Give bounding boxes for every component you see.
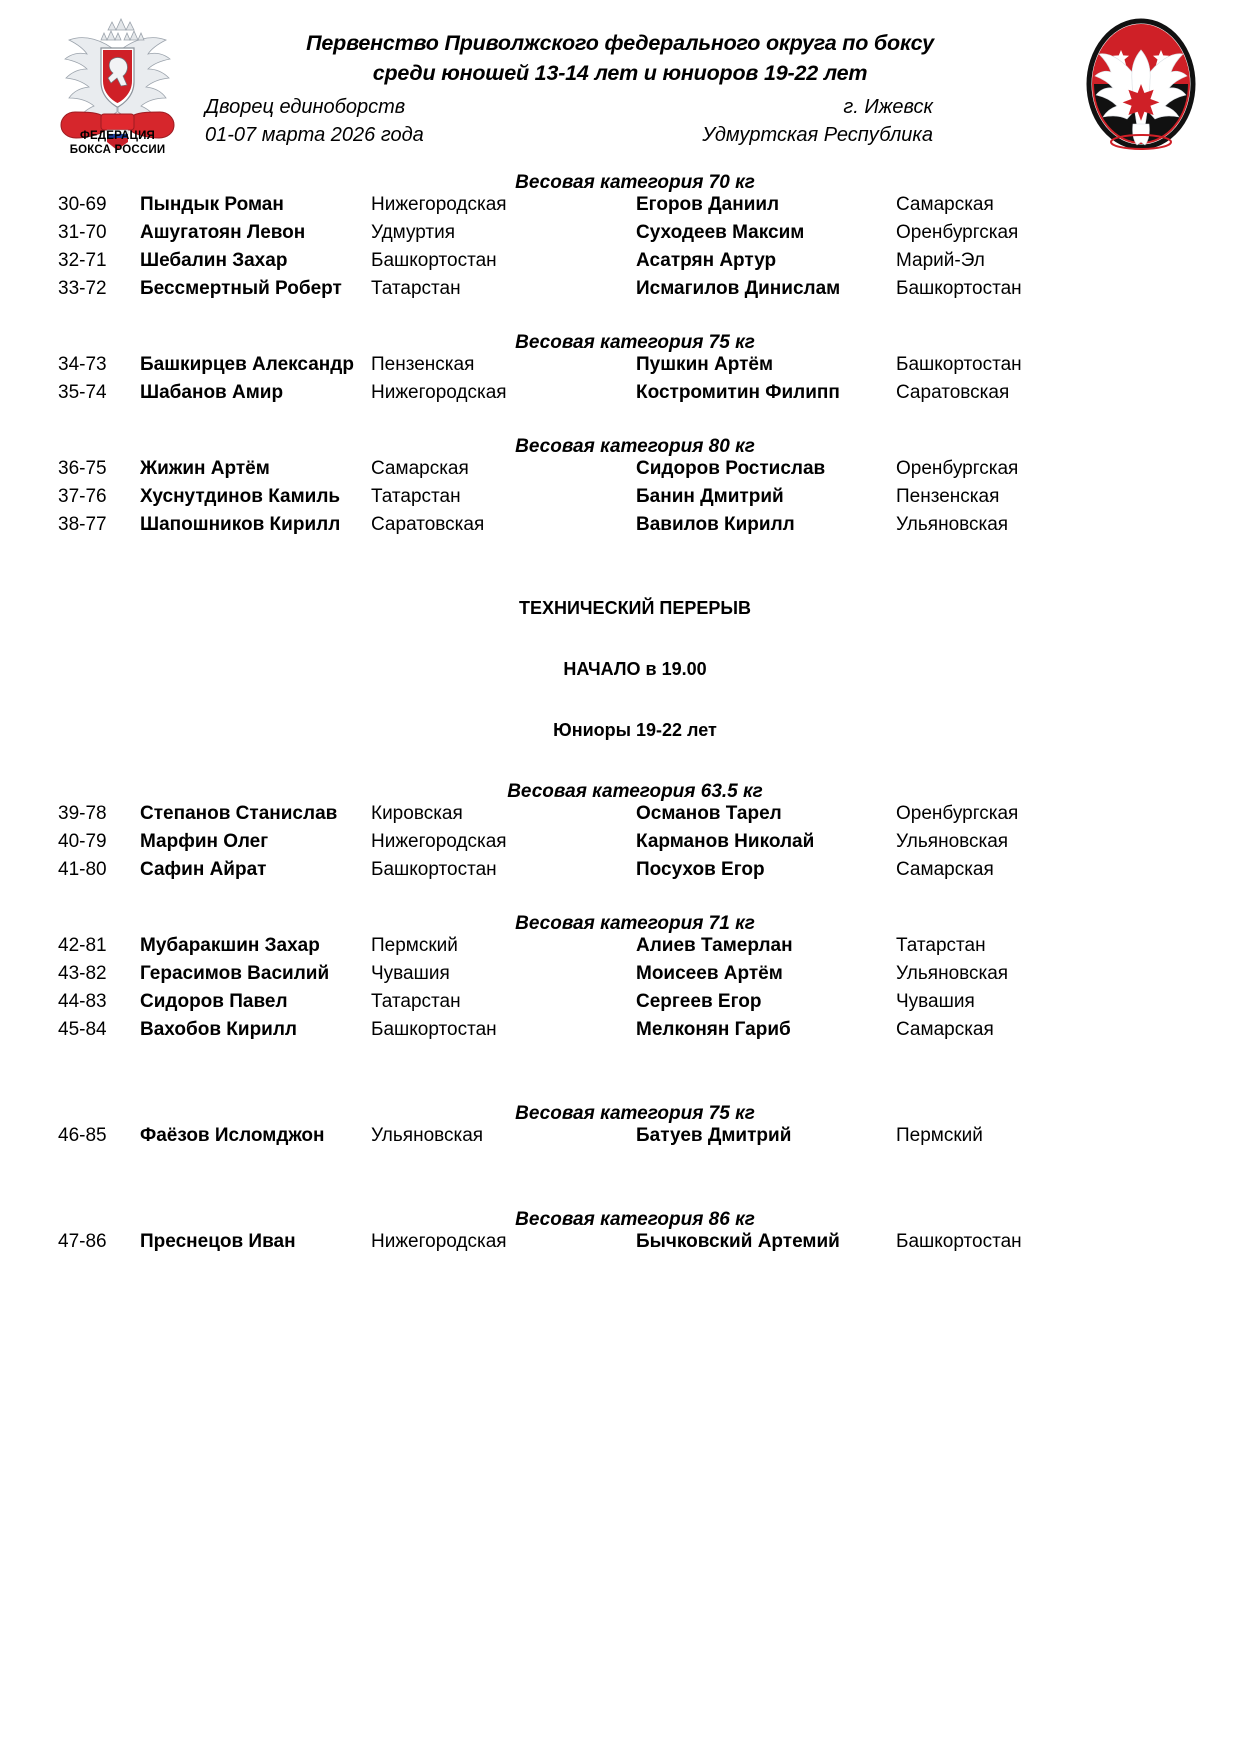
red-corner-region: Саратовская (371, 514, 485, 535)
bout-number: 38-77 (58, 514, 107, 535)
weight-category-heading: Весовая категория 75 кг (515, 332, 755, 353)
bout-number: 32-71 (58, 250, 107, 271)
blue-corner-region: Ульяновская (896, 514, 1009, 535)
blue-corner-region: Башкортостан (896, 278, 1022, 299)
red-corner-region: Башкортостан (371, 250, 497, 271)
red-corner-boxer: Бессмертный Роберт (140, 278, 342, 299)
page-title (200, 28, 1040, 88)
red-corner-boxer: Шапошников Кирилл (140, 514, 341, 535)
blue-corner-boxer: Посухов Егор (636, 859, 765, 880)
bout-number: 31-70 (58, 222, 107, 243)
blue-corner-region: Самарская (896, 859, 994, 880)
red-corner-boxer: Герасимов Василий (140, 963, 330, 984)
bout-row (0, 1231, 1240, 1259)
bout-number: 46-85 (58, 1125, 107, 1146)
udmurt-republic-coat-of-arms (1085, 14, 1197, 154)
bout-group (0, 354, 1240, 410)
bout-row (0, 831, 1240, 859)
bout-number: 47-86 (58, 1231, 107, 1252)
bout-group (0, 803, 1240, 887)
juniors-section-heading: Юниоры 19-22 лет (553, 720, 717, 740)
bout-row (0, 803, 1240, 831)
bout-number: 44-83 (58, 991, 107, 1012)
red-corner-region: Чувашия (371, 963, 450, 984)
bout-row (0, 514, 1240, 542)
red-corner-boxer: Жижин Артём (140, 458, 270, 479)
blue-corner-region: Татарстан (896, 935, 986, 956)
bout-number: 37-76 (58, 486, 107, 507)
bout-number: 36-75 (58, 458, 107, 479)
red-corner-region: Нижегородская (371, 194, 507, 215)
red-corner-boxer: Марфин Олег (140, 831, 269, 852)
region-name: Удмуртская Республика (702, 124, 933, 146)
page-title-line2: среди юношей 13-14 лет и юниоров 19-22 лет (372, 61, 868, 85)
bout-row (0, 354, 1240, 382)
weight-category-heading: Весовая категория 63.5 кг (507, 781, 763, 802)
red-corner-region: Нижегородская (371, 382, 507, 403)
event-dates: 01-07 марта 2026 года (205, 124, 424, 146)
red-corner-boxer: Сидоров Павел (140, 991, 288, 1012)
red-corner-boxer: Сафин Айрат (140, 859, 267, 880)
blue-corner-boxer: Исмагилов Динислам (636, 278, 841, 299)
blue-corner-boxer: Банин Дмитрий (636, 486, 784, 507)
blue-corner-boxer: Сергеев Егор (636, 991, 762, 1012)
bout-number: 34-73 (58, 354, 107, 375)
weight-category-heading: Весовая категория 71 кг (515, 913, 755, 934)
blue-corner-boxer: Карманов Николай (636, 831, 815, 852)
federation-emblem-line2: БОКСА РОССИИ (69, 144, 166, 156)
red-corner-boxer: Пындык Роман (140, 194, 284, 215)
bout-row (0, 486, 1240, 514)
bout-row (0, 278, 1240, 306)
red-corner-region: Татарстан (371, 278, 461, 299)
bout-number: 43-82 (58, 963, 107, 984)
blue-corner-region: Пензенская (896, 486, 1000, 507)
bout-row (0, 859, 1240, 887)
bout-number: 30-69 (58, 194, 107, 215)
blue-corner-boxer: Пушкин Артём (636, 354, 774, 375)
blue-corner-boxer: Алиев Тамерлан (636, 935, 793, 956)
blue-corner-region: Оренбургская (896, 222, 1019, 243)
blue-corner-boxer: Вавилов Кирилл (636, 514, 795, 535)
blue-corner-boxer: Османов Тарел (636, 803, 782, 824)
bout-row (0, 963, 1240, 991)
red-corner-boxer: Преснецов Иван (140, 1231, 296, 1252)
red-corner-region: Нижегородская (371, 1231, 507, 1252)
location-block (702, 93, 933, 149)
red-corner-region: Нижегородская (371, 831, 507, 852)
page-title-line1: Первенство Приволжского федерального округа по боксу (306, 31, 934, 55)
bout-group (0, 1231, 1240, 1259)
red-corner-boxer: Ашугатоян Левон (140, 222, 306, 243)
weight-category-heading: Весовая категория 86 кг (515, 1209, 755, 1230)
blue-corner-region: Башкортостан (896, 354, 1022, 375)
juniors-categories-section (0, 781, 1240, 1259)
blue-corner-region: Марий-Эл (896, 250, 985, 271)
bout-row (0, 991, 1240, 1019)
red-corner-boxer: Башкирцев Александр (140, 354, 354, 375)
bout-number: 33-72 (58, 278, 107, 299)
red-corner-boxer: Вахобов Кирилл (140, 1019, 297, 1040)
bout-number: 41-80 (58, 859, 107, 880)
red-corner-region: Татарстан (371, 991, 461, 1012)
red-corner-region: Кировская (371, 803, 463, 824)
red-corner-boxer: Хуснутдинов Камиль (140, 486, 341, 507)
bout-row (0, 1125, 1240, 1153)
bout-row (0, 458, 1240, 486)
blue-corner-region: Ульяновская (896, 963, 1009, 984)
bout-row (0, 222, 1240, 250)
bout-schedule (0, 160, 1240, 1259)
blue-corner-boxer: Егоров Даниил (636, 194, 780, 215)
bout-number: 45-84 (58, 1019, 107, 1040)
red-corner-boxer: Шебалин Захар (140, 250, 288, 271)
venue-name: Дворец единоборств (205, 96, 406, 118)
document-header (0, 0, 1240, 160)
blue-corner-boxer: Суходеев Максим (636, 222, 805, 243)
red-corner-region: Пермский (371, 935, 458, 956)
bout-group (0, 935, 1240, 1047)
red-corner-region: Пензенская (371, 354, 475, 375)
blue-corner-region: Оренбургская (896, 458, 1019, 479)
blue-corner-boxer: Моисеев Артём (636, 963, 783, 984)
blue-corner-boxer: Батуев Дмитрий (636, 1125, 792, 1146)
start-time-note: НАЧАЛО в 19.00 (563, 659, 707, 679)
blue-corner-boxer: Асатрян Артур (636, 250, 777, 271)
blue-corner-region: Самарская (896, 1019, 994, 1040)
red-corner-region: Самарская (371, 458, 469, 479)
blue-corner-region: Башкортостан (896, 1231, 1022, 1252)
blue-corner-region: Оренбургская (896, 803, 1019, 824)
red-corner-region: Башкортостан (371, 1019, 497, 1040)
bout-row (0, 382, 1240, 410)
red-corner-boxer: Мубаракшин Захар (140, 935, 320, 956)
weight-category-heading: Весовая категория 75 кг (515, 1103, 755, 1124)
blue-corner-region: Пермский (896, 1125, 983, 1146)
federation-emblem-line1: ФЕДЕРАЦИЯ (79, 130, 156, 142)
youth-categories-section (0, 172, 1240, 542)
red-corner-region: Ульяновская (371, 1125, 484, 1146)
red-corner-boxer: Фаёзов Исломджон (140, 1125, 325, 1146)
bout-row (0, 194, 1240, 222)
bout-number: 42-81 (58, 935, 107, 956)
city-name: г. Ижевск (843, 96, 933, 118)
blue-corner-region: Самарская (896, 194, 994, 215)
blue-corner-region: Ульяновская (896, 831, 1009, 852)
bout-row (0, 250, 1240, 278)
blue-corner-boxer: Сидоров Ростислав (636, 458, 826, 479)
bout-group (0, 1125, 1240, 1153)
blue-corner-boxer: Бычковский Артемий (636, 1231, 840, 1252)
boxing-federation-of-russia-emblem (45, 14, 190, 164)
weight-category-heading: Весовая категория 70 кг (515, 172, 755, 193)
technical-break-note: ТЕХНИЧЕСКИЙ ПЕРЕРЫВ (518, 598, 752, 618)
blue-corner-boxer: Мелконян Гариб (636, 1019, 791, 1040)
bout-group (0, 458, 1240, 542)
weight-category-heading: Весовая категория 80 кг (515, 436, 755, 457)
bout-row (0, 935, 1240, 963)
blue-corner-boxer: Костромитин Филипп (636, 382, 840, 403)
bout-number: 35-74 (58, 382, 107, 403)
red-corner-boxer: Степанов Станислав (140, 803, 338, 824)
red-corner-boxer: Шабанов Амир (140, 382, 284, 403)
blue-corner-region: Саратовская (896, 382, 1010, 403)
bout-group (0, 194, 1240, 306)
red-corner-region: Татарстан (371, 486, 461, 507)
bout-row (0, 1019, 1240, 1047)
red-corner-region: Башкортостан (371, 859, 497, 880)
bout-number: 40-79 (58, 831, 107, 852)
bout-number: 39-78 (58, 803, 107, 824)
venue-block (205, 93, 424, 149)
blue-corner-region: Чувашия (896, 991, 975, 1012)
red-corner-region: Удмуртия (371, 222, 455, 243)
